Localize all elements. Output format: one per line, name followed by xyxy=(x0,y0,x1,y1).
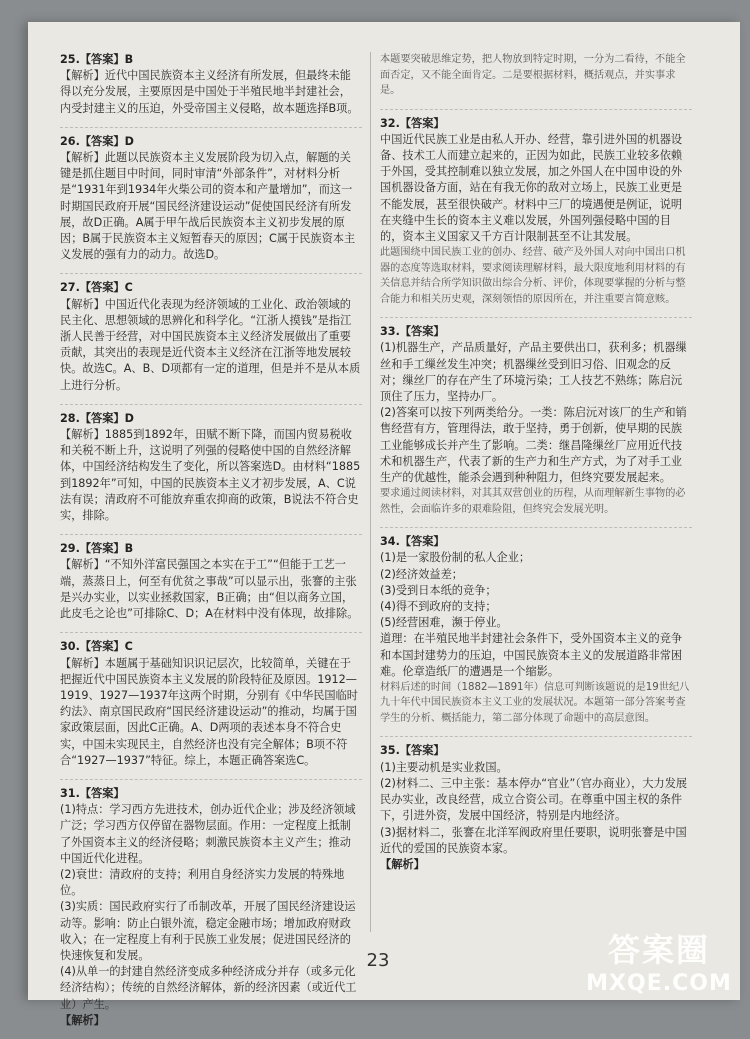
question-27 xyxy=(60,280,362,393)
divider xyxy=(60,534,362,535)
analysis-label: 【解析】 xyxy=(380,857,425,871)
question-29 xyxy=(60,541,362,622)
left-column xyxy=(60,52,362,1039)
answer-item: 道理：在半殖民地半封建社会条件下，受外国资本主义的竞争和本国封建势力的压迫，中国民族资本主义的发展道路非常困难。伦章造纸厂的遭遇是一个缩影。 xyxy=(380,632,683,678)
answer-label: 28.【答案】D xyxy=(60,411,134,425)
column-divider xyxy=(370,52,371,932)
answer-item: (1)机器生产，产品质量好，产品主要供出口，获利多；机器缫丝和手工缫丝发生冲突；机器缫丝受到旧习俗、旧观念的反对；缫丝厂的存在产生了环境污染；工人技艺不熟练；陈启沅顶住了压力，坚持办厂。 xyxy=(380,341,687,403)
answer-label: 29.【答案】B xyxy=(60,542,134,556)
answer-item: (3)实质：国民政府实行了币制改革，开展了国民经济建设运动等。影响：防止白银外流，稳定金融市场；增加政府财政收入；在一定程度上有利于民族工业发展；促进国民经济的快速恢复和发展。 xyxy=(60,900,356,962)
answer-item: (5)经营困难，濒于停业。 xyxy=(380,616,508,630)
analysis-note: 要求通过阅读材料，对其其双营创业的历程，从而理解新生事物的必然性，会面临许多的艰难险阻，但终究会发展光明。 xyxy=(380,488,686,515)
analysis-text: 【解析】“不知外洋富民强国之本实在于工”“但能于工艺一端，蒸蒸日上，何至有优贫之事哉”可以显示出，张謇的主张是兴办实业，以实业拯救国家，B正确；由“但以商务立国，此皮毛之论也”可排除C、D；A在材料中没有体现，故排除。 xyxy=(60,558,359,621)
analysis-text: 【解析】此题以民族资本主义发展阶段为切入点，解题的关键是抓住题目中时间，同时审清“外部条件”，对材料分析是“1931年到1934年火柴公司的资本和产量增加”，而这一时期国民政府开展“国民经济建设运动”促使国民经济有所发展，故D正确。A属于甲午战后民族资本主义初步发展的原因；B属于民族资本主义短暂春天的原因；C属于民族资本主义发展的强有力的动力。故选D。 xyxy=(60,151,356,262)
answer-item: (1)特点：学习西方先进技术，创办近代企业；涉及经济领域广泛；学习西方仅停留在器物层面。作用：一定程度上抵制了外国资本主义的经济侵略；刺激民族资本主义产生；推动中国近代化进程。 xyxy=(60,803,356,865)
answer-label: 32.【答案】 xyxy=(380,116,445,130)
answer-label: 27.【答案】C xyxy=(60,281,133,295)
divider xyxy=(60,273,362,274)
question-35 xyxy=(380,743,692,873)
analysis-text: 【解析】中国近代化表现为经济领域的工业化、政治领域的民主化、思想领域的思辨化和科学化。“江浙人摸钱”是指江浙人民善于经营，对中国民族资本主义经济发展做出了重要贡献，其突出的表现是近代资本主义经济在江浙等地发展较快。故选C。A、B、D项都有一定的道理，但是并不是从本质上进行分析。 xyxy=(60,297,361,392)
answer-label: 25.【答案】B xyxy=(60,53,134,66)
answer-item: (3)受到日本纸的竞争； xyxy=(380,583,497,597)
question-32 xyxy=(380,116,692,308)
analysis-text: 【解析】1885到1892年，田赋不断下降，而国内贸易税收和关税不断上升，这说明了列强的侵略使中国的自然经济解体，中国经济结构发生了变化，所以答案选D。由材料“1885到1892年”可知，中国的民族资本主义才初步发展，A、C说法有误；清政府不可能放弃重农抑商的政策，B说法不符合史实，排除。 xyxy=(60,428,361,523)
divider xyxy=(60,632,362,633)
divider xyxy=(380,109,692,110)
watermark-logo-text: 答案圈 xyxy=(607,931,710,969)
answer-item: (1)是一家股份制的私人企业； xyxy=(380,551,531,565)
question-28 xyxy=(60,411,362,524)
analysis-note: 材料后述的时间（1882—1891年）信息可判断该题说的是19世纪八九十年代中国民族资本主义工业的发展状况。本题第一部分答案考查学生的分析、概括能力，第二部分体现了命题中的高层意图。 xyxy=(380,681,690,724)
answer-item: (3)据材料二，张謇在北洋军阀政府里任要职，说明张謇是中国近代的爱国的民族资本家。 xyxy=(380,825,687,855)
answer-label: 35.【答案】 xyxy=(380,744,445,758)
answer-label: 30.【答案】C xyxy=(60,640,133,654)
watermark-url: MXQE.COM xyxy=(586,971,732,996)
page-number: 23 xyxy=(366,950,390,971)
answer-label: 33.【答案】 xyxy=(380,325,445,339)
divider xyxy=(380,527,692,528)
analysis-text: 【解析】近代中国民族资本主义经济有所发展，但最终未能得以充分发展，主要原因是中国处于半殖民地半封建社会，内受封建主义的压迫，外受帝国主义侵略，故本题选择B项。 xyxy=(60,69,359,115)
divider xyxy=(60,404,362,405)
answer-item: (2)答案可以按下列两类给分。一类：陈启沅对该厂的生产和销售经营有方，管理得法，敢于坚持，勇于创新，使早期的民族工业能够成长并产生了影响。二类：继昌隆缫丝厂应用近代技术和机器生产，代表了新的生产力和生产方式，为了对手工业生产的优越性，能杀会遇到种种阻力，但终究要发展起来。 xyxy=(380,406,687,484)
answer-item: (4)得不到政府的支持； xyxy=(380,599,497,613)
answer-item: (2)经济效益差； xyxy=(380,567,463,581)
book-page xyxy=(28,22,740,1027)
divider xyxy=(380,736,692,737)
analysis-text: 【解析】本题属于基础知识识记层次，比较简单，关键在于把握近代中国民族资本主义发展的阶段特征及原因。1912—1919、1927—1937年这两个时期，分别有《中华民国临时约法》、南京国民政府“国民经济建设运动”的推动，均属于国家政策层面，因此C正确。A、D两项的表述本身不符合史实，中国未实现民主，自然经济也没有完全解体；B项不符合“1927—1937”特征。综上，本题正确答案选C。 xyxy=(60,656,358,767)
answer-item: (1)主要动机是实业救国。 xyxy=(380,760,508,774)
answer-label: 34.【答案】 xyxy=(380,535,445,549)
answer-label: 26.【答案】D xyxy=(60,134,134,148)
analysis-note: 此题围绕中国民族工业的创办、经营、破产及外国人对向中国出口机器的态度等选取材料，要求阅读理解材料，最大限度地利用材料的有关信息并结合所学知识做出综合分析、评价，体现要掌握的分析与整合能力和相关历史观，深刻领悟的原因所在，并注重要言简意赅。 xyxy=(380,247,686,305)
divider xyxy=(380,317,692,318)
answer-item: (2)材料二、三中主张：基本停办“官业”（官办商业），大力发展民办实业，改良经营，成立合资公司。在尊重中国主权的条件下，引进外资，发展中国经济，特别是内地经济。 xyxy=(380,776,688,823)
question-31-continued: 本题要突破思维定势，把人物放到特定时期，一分为二看待，不能全面否定，又不能全面肯定。二是要根据材料，概括观点，并实事求是。 xyxy=(380,54,686,96)
answer-item: (2)衰世：清政府的支持；利用自身经济实力发展的特殊地位。 xyxy=(60,867,345,898)
answer-text: 中国近代民族工业是由私人开办、经营，靠引进外国的机器设备、技术工人而建立起来的，正因为如此，民族工业较多依赖于外国，受其控制难以独立发展，加之外国人在中国申设的外国机器设备方面，站在有我无你的敌对立场上，民族工业更是不能发展，甚至很快破产。材料中三厂的境遇便是例证，说明在夹缝中生长的资本主义难以发展，外国列强侵略中国的目的，资本主义国家又千方百计限制甚至不让其发展。 xyxy=(380,132,683,243)
analysis-label: 【解析】 xyxy=(60,1013,105,1027)
question-33 xyxy=(380,324,692,517)
question-31 xyxy=(60,786,362,1029)
answer-item: (4)从单一的封建自然经济变成多种经济成分并存（或多元化经济结构）；传统的自然经济解体，新的经济因素（或近代工业）产生。 xyxy=(60,965,357,1011)
site-watermark xyxy=(574,925,744,996)
question-26 xyxy=(60,134,362,264)
answer-label: 31.【答案】 xyxy=(60,786,125,800)
divider xyxy=(60,127,362,128)
right-column xyxy=(380,52,692,883)
question-30 xyxy=(60,639,362,769)
question-34 xyxy=(380,534,692,726)
question-25 xyxy=(60,52,362,117)
divider xyxy=(60,779,362,780)
